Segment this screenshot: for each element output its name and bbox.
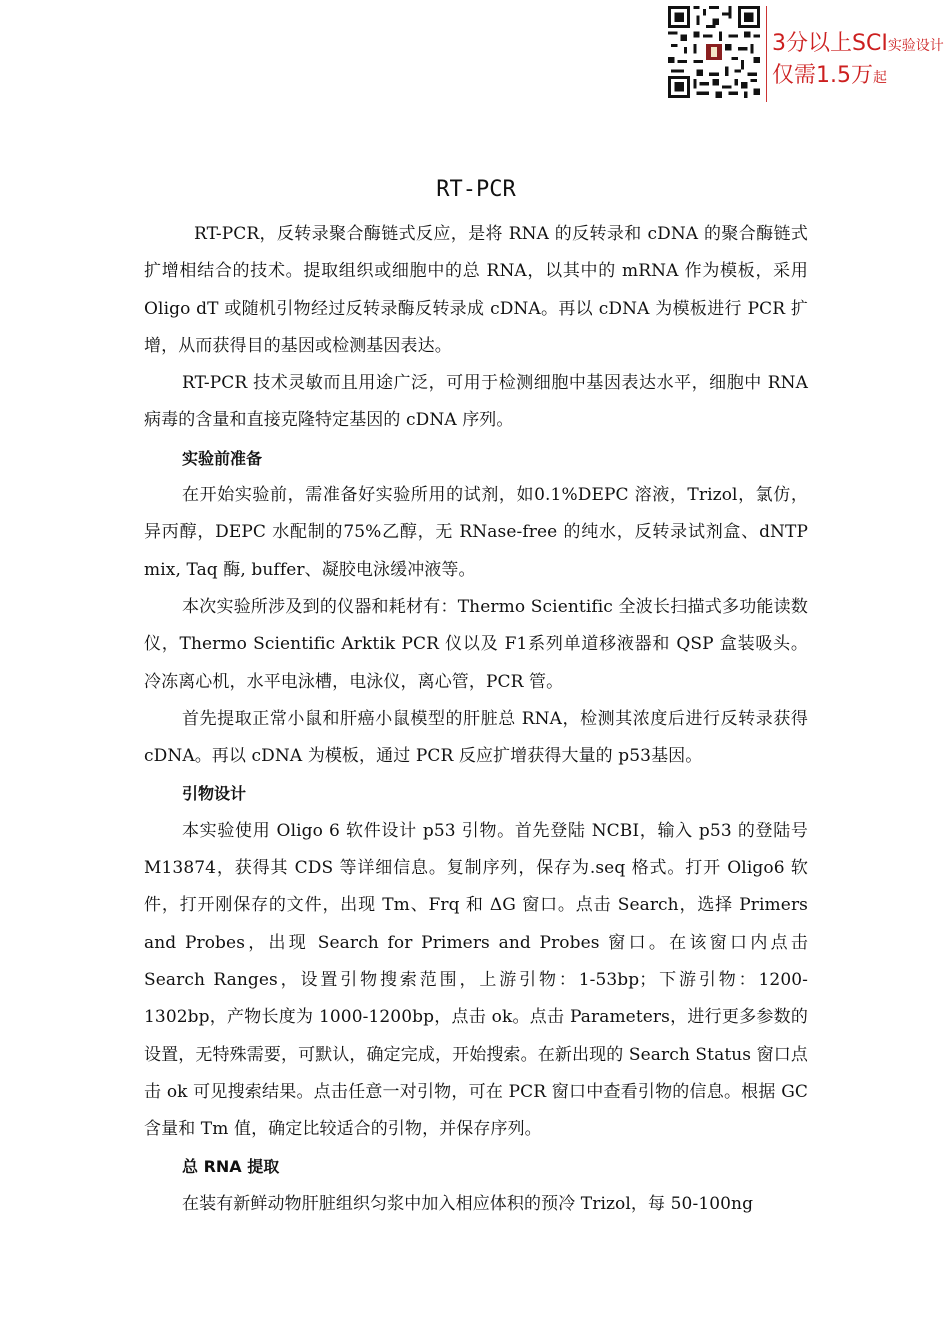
ad-price[interactable] [772,58,887,89]
primer-design-paragraph: 本实验使用 Oligo 6 软件设计 p53 引物。首先登陆 NCBI，输入 p53 的登陆号 M13874，获得其 CDS 等详细信息。复制序列，保存为.seq 格式。打开 Oligo6 软件，打开刚保存的文件，出现 Tm、Frq 和 ΔG 窗口。点击 Search，选择 Primers and Probes，出现 Search for Primers and Probes 窗口。在该窗口内点击 Search Ranges，设置引物搜索范围，上游引物：1-53bp；下游引物：1200-1302bp，产物长度为 1000-1200bp，点击 ok。点击 Parameters，进行更多参数的设置，无特殊需要，可默认，确定完成，开始搜索。在新出现的 Search Status 窗口点击 ok 可见搜索结果。点击任意一对引物，可在 PCR 窗口中查看引物的信息。根据 GC 含量和 Tm 值，确定比较适合的引物，并保存序列。 [144,820,808,1140]
ad-headline[interactable] [772,26,944,57]
reagents-paragraph: 在开始实验前，需准备好实验所用的试剂，如0.1%DEPC 溶液，Trizol，氯仿，异丙醇，DEPC 水配制的75%乙醇，无 RNase-free 的纯水，反转录试剂盒、dNTP mix, Taq 酶, buffer、凝胶电泳缓冲液等。 [144,485,808,580]
document-body [144,172,808,1223]
section-heading-rna-extraction: 总 RNA 提取 [182,1157,280,1177]
header-advertisement[interactable] [668,6,950,102]
usage-paragraph: RT-PCR 技术灵敏而且用途广泛，可用于检测细胞中基因表达水平，细胞中 RNA 病毒的含量和直接克隆特定基因的 cDNA 序列。 [144,373,808,431]
page-title: RT-PCR [436,177,516,202]
rna-extraction-paragraph: 在装有新鲜动物肝脏组织匀浆中加入相应体积的预冷 Trizol，每 50-100ng [182,1193,754,1214]
section-heading-primer-design: 引物设计 [182,784,247,804]
procedure-paragraph: 首先提取正常小鼠和肝癌小鼠模型的肝脏总 RNA，检测其浓度后进行反转录获得 cDNA。再以 cDNA 为模板，通过 PCR 反应扩增获得大量的 p53基因。 [144,708,808,767]
qr-code-icon[interactable] [668,6,760,98]
ad-divider [766,6,767,102]
ad-price-suffix: 起 [873,70,887,86]
ad-price-text: 仅需1.5万 [772,63,873,88]
instruments-paragraph: 本次实验所涉及到的仪器和耗材有：Thermo Scientific 全波长扫描式多功能读数仪，Thermo Scientific Arktik PCR 仪以及 F1系列单道移液器和 QSP 盒装吸头。冷冻离心机，水平电泳槽，电泳仪，离心管，PCR 管。 [144,596,808,692]
intro-paragraph: RT-PCR，反转录聚合酶链式反应，是将 RNA 的反转录和 cDNA 的聚合酶链式扩增相结合的技术。提取组织或细胞中的总 RNA，以其中的 mRNA 作为模板，采用 Oligo dT 或随机引物经过反转录酶反转录成 cDNA。再以 cDNA 为模板进行 PCR 扩增，从而获得目的基因或检测基因表达。 [144,224,808,356]
ad-sci-text: 3分以上SCI [772,31,888,56]
section-heading-preparation: 实验前准备 [182,448,263,468]
ad-design-text: 实验设计 [887,38,944,54]
